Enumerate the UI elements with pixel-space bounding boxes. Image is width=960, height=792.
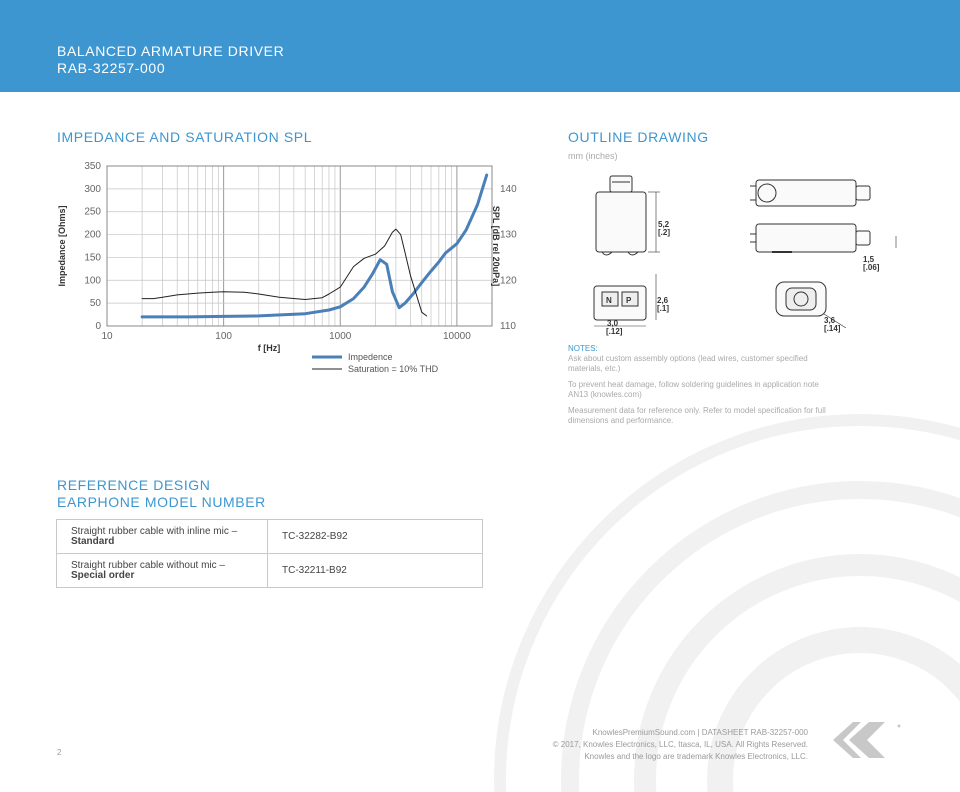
dim-port-mm: 3,6	[824, 316, 836, 325]
row-desc: Straight rubber cable without mic –	[71, 559, 225, 571]
top-view	[750, 180, 870, 206]
y2-tick-label: 110	[500, 321, 516, 332]
x-tick-label: 100	[215, 331, 232, 342]
y-tick-label: 50	[89, 298, 101, 310]
footer-website: KnowlesPremiumSound.com | DATASHEET RAB-32257-000	[592, 728, 808, 737]
dim-pin-mm: 1,5	[863, 255, 875, 264]
page-number: 2	[57, 748, 62, 757]
dim-pin-in: [.06]	[863, 263, 880, 272]
outline-drawing	[560, 168, 900, 343]
footer-trademark: Knowles and the logo are trademark Knowles Electronics, LLC.	[584, 752, 808, 761]
x-tick-label: 1000	[329, 331, 352, 342]
legend-label-impedance: Impedence	[348, 352, 393, 362]
outline-section-title: OUTLINE DRAWING	[568, 129, 709, 145]
x-axis-label: f [Hz]	[257, 343, 281, 353]
impedance-section-title: IMPEDANCE AND SATURATION SPL	[57, 129, 313, 145]
notes	[568, 344, 838, 432]
dim-port-in: [.14]	[824, 324, 841, 333]
row-emph: Standard	[71, 535, 115, 547]
terminal-n-label: N	[606, 296, 612, 305]
dim-width-in: [.12]	[606, 327, 623, 336]
page-header	[0, 0, 960, 92]
footer	[553, 727, 808, 763]
y-tick-label: 350	[84, 161, 101, 172]
y2-tick-label: 130	[500, 229, 517, 241]
table-cell-model: TC-32282-B92	[268, 520, 483, 554]
header-part-number: RAB-32257-000	[57, 60, 166, 76]
notes-heading: NOTES:	[568, 344, 598, 353]
reference-table	[56, 519, 483, 588]
dim-depth-mm: 2,6	[657, 296, 669, 305]
x-tick-label: 10	[101, 331, 113, 342]
impedance-chart	[50, 155, 517, 380]
reference-title-line1: REFERENCE DESIGN	[57, 477, 211, 493]
y-tick-label: 0	[95, 321, 101, 332]
y-tick-label: 200	[84, 229, 101, 241]
units-note: mm (inches)	[568, 151, 618, 161]
y2-tick-label: 120	[500, 275, 517, 287]
y-tick-label: 100	[84, 275, 101, 287]
side-view	[750, 224, 896, 252]
table-row	[57, 520, 483, 554]
reference-title-line2: EARPHONE MODEL NUMBER	[57, 494, 266, 510]
dim-height-mm: 5,2	[658, 220, 670, 229]
note-3: Measurement data for reference only. Refer to model specification for full dimensions and performance.	[568, 406, 826, 425]
y2-axis-label: SPL [dB rel 20uPa]	[491, 205, 501, 287]
knowles-logo	[833, 720, 905, 760]
note-1: Ask about custom assembly options (lead wires, customer specified materials, etc.)	[568, 354, 808, 373]
table-cell-model: TC-32211-B92	[268, 554, 483, 588]
y-tick-label: 150	[84, 252, 101, 264]
dim-height-in: [.2]	[658, 228, 670, 237]
port-view	[776, 282, 846, 328]
bottom-view	[594, 274, 656, 326]
header-title: BALANCED ARMATURE DRIVER	[57, 43, 285, 59]
y-axis-label: Impedance [Ohms]	[57, 205, 67, 287]
dim-depth-in: [.1]	[657, 304, 669, 313]
table-cell-description	[57, 554, 268, 588]
note-2: To prevent heat damage, follow soldering guidelines in application note AN13 (knowles.com)	[568, 380, 819, 399]
footer-copyright: © 2017, Knowles Electronics, LLC, Itasca, IL, USA. All Rights Reserved.	[552, 740, 808, 749]
plot-frame	[107, 166, 492, 326]
table-row	[57, 554, 483, 588]
legend-label-saturation: Saturation = 10% THD	[348, 364, 439, 374]
y-tick-label: 250	[84, 206, 101, 218]
row-desc: Straight rubber cable with inline mic –	[71, 525, 238, 537]
y-tick-label: 300	[84, 183, 101, 195]
dim-width-mm: 3,0	[607, 319, 619, 328]
legend	[312, 352, 439, 374]
terminal-p-label: P	[626, 296, 632, 305]
x-tick-label: 10000	[442, 331, 471, 342]
front-view	[596, 176, 660, 255]
y2-tick-label: 140	[500, 183, 517, 195]
row-emph: Special order	[71, 569, 135, 581]
table-cell-description	[57, 520, 268, 554]
